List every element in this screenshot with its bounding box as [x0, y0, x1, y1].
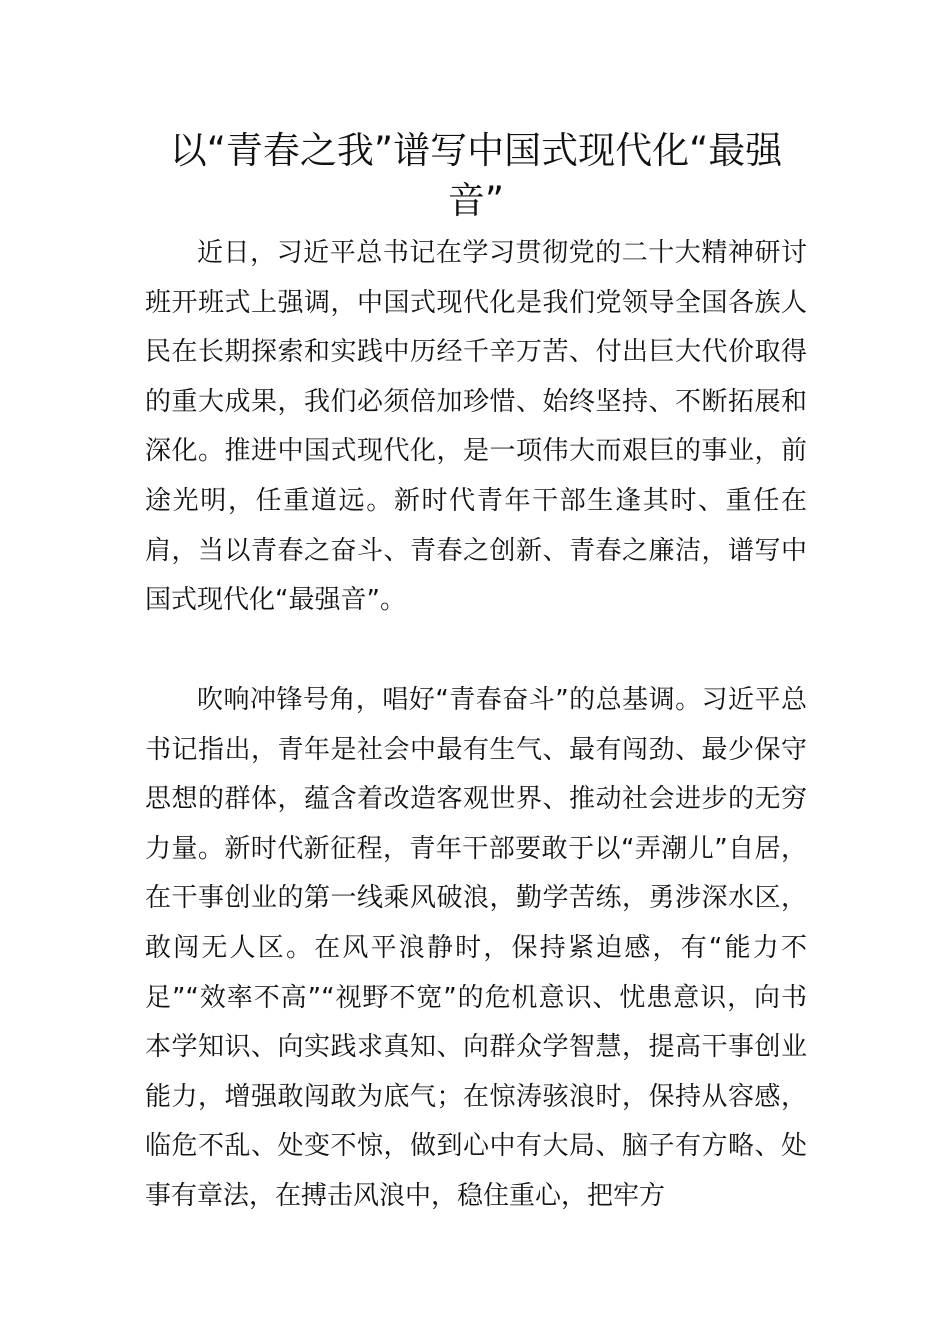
paragraph-intro: 近日，习近平总书记在学习贯彻党的二十大精神研讨班开班式上强调，中国式现代化是我们党领导全国各族人民在长期探索和实践中历经千辛万苦、付出巨大代价取得的重大成果，我们必须倍加珍惜、始终坚持、不断拓展和深化。推进中国式现代化，是一项伟大而艰巨的事业，前途光明，任重道远。新时代青年干部生逢其时、重任在肩，当以青春之奋斗、青春之创新、青春之廉洁，谱写中国式现代化“最强音”。: [145, 238, 807, 616]
paragraph-youth-struggle: 吹响冲锋号角，唱好“青春奋斗”的总基调。习近平总书记指出，青年是社会中最有生气、最有闯劲、最少保守思想的群体，蕴含着改造客观世界、推动社会进步的无穷力量。新时代新征程，青年干部要敢于以“弄潮儿”自居，在干事创业的第一线乘风破浪，勤学苦练，勇涉深水区，敢闯无人区。在风平浪静时，保持紧迫感，有“能力不足”“效率不高”“视野不宽”的危机意识、忧患意识，向书本学知识、向实践求真知、向群众学智慧，提高干事创业能力，增强敢闯敢为底气；在惊涛骇浪时，保持从容感，临危不乱、处变不惊，做到心中有大局、脑子有方略、处事有章法，在搏击风浪中，稳住重心，把牢方: [145, 685, 807, 1211]
document-title: 以“青春之我”谱写中国式现代化“最强音”: [169, 129, 783, 222]
